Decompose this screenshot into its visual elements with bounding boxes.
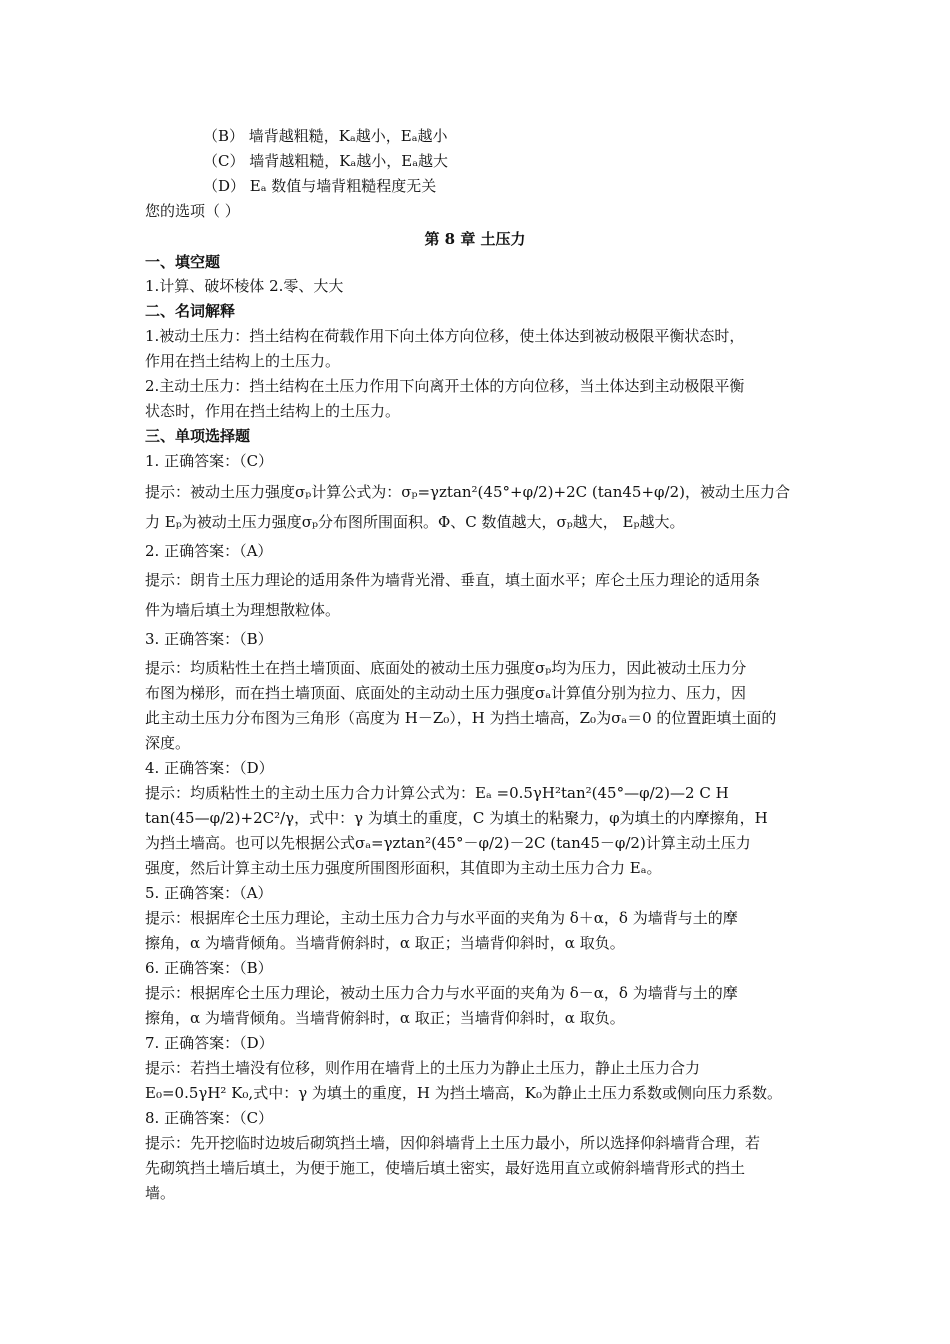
term-passive-line1: 1.被动土压力：挡土结构在荷载作用下向土体方向位移，使土体达到被动极限平衡状态时， xyxy=(145,327,745,345)
hint-7-line1: 提示：若挡土墙没有位移，则作用在墙背上的土压力为静止土压力，静止土压力合力 xyxy=(145,1059,701,1077)
hint-4-line1: 提示：均质粘性土的主动土压力合力计算公式为：Eₐ =0.5γH²tan²(45°—φ/2)—2 C H xyxy=(145,784,729,802)
answer-7: 7. 正确答案：（D） xyxy=(145,1034,274,1052)
answer-6: 6. 正确答案：（B） xyxy=(145,959,273,977)
term-passive-line2: 作用在挡土结构上的土压力。 xyxy=(145,352,341,370)
section-heading-choice: 三、单项选择题 xyxy=(145,427,251,445)
term-active-line1: 2.主动土压力：挡土结构在土压力作用下向离开土体的方向位移，当土体达到主动极限平衡 xyxy=(145,377,745,395)
option-d: （D） Eₐ 数值与墙背粗糙程度无关 xyxy=(203,177,437,195)
hint-2-line2: 件为墙后填土为理想散粒体。 xyxy=(145,601,341,619)
your-choice: 您的选项（ ） xyxy=(145,202,240,220)
hint-8-line3: 墙。 xyxy=(145,1184,176,1202)
hint-3-line1: 提示：均质粘性土在挡土墙顶面、底面处的被动土压力强度σₚ均为压力，因此被动土压力分 xyxy=(145,659,747,677)
hint-8-line2: 先砌筑挡土墙后填土，为便于施工，使墙后填土密实，最好选用直立或俯斜墙背形式的挡土 xyxy=(145,1159,746,1177)
answer-5: 5. 正确答案：（A） xyxy=(145,884,273,902)
hint-3-line4: 深度。 xyxy=(145,734,191,752)
chapter-title: 第 8 章 土压力 xyxy=(424,230,526,248)
hint-6-line2: 擦角，α 为墙背倾角。当墙背俯斜时，α 取正；当墙背仰斜时，α 取负。 xyxy=(145,1009,625,1027)
option-c: （C） 墙背越粗糙，Kₐ越小，Eₐ越大 xyxy=(203,152,448,170)
hint-3-line3: 此主动土压力分布图为三角形（高度为 H－Z₀），H 为挡土墙高，Z₀为σₐ＝0 的位置距填土面的 xyxy=(145,709,777,727)
hint-4-line3: 为挡土墙高。也可以先根据公式σₐ=γztan²(45°－φ/2)－2C (tan45－φ/2)计算主动土压力 xyxy=(145,834,751,852)
section-heading-fill-blank: 一、填空题 xyxy=(145,253,221,271)
answer-2: 2. 正确答案：（A） xyxy=(145,542,273,560)
hint-4-line2: tan(45—φ/2)+2C²/γ，式中：γ 为填土的重度，C 为填土的粘聚力，φ为填土的内摩擦角，H xyxy=(145,809,768,827)
hint-2-line1: 提示：朗肯土压力理论的适用条件为墙背光滑、垂直，填土面水平；库仑土压力理论的适用条 xyxy=(145,571,761,589)
answer-3: 3. 正确答案：（B） xyxy=(145,630,273,648)
fill-blank-answers: 1.计算、破坏棱体 2.零、大大 xyxy=(145,277,344,295)
answer-8: 8. 正确答案：（C） xyxy=(145,1109,274,1127)
term-active-line2: 状态时，作用在挡土结构上的土压力。 xyxy=(145,402,401,420)
hint-4-line4: 强度，然后计算主动土压力强度所围图形面积，其值即为主动土压力合力 Eₐ。 xyxy=(145,859,662,877)
hint-1-line2: 力 Eₚ为被动土压力强度σₚ分布图所围面积。Φ、C 数值越大，σₚ越大， Eₚ越大。 xyxy=(145,513,685,531)
hint-6-line1: 提示：根据库仑土压力理论，被动土压力合力与水平面的夹角为 δ－α，δ 为墙背与土的摩 xyxy=(145,984,738,1002)
answer-4: 4. 正确答案：（D） xyxy=(145,759,274,777)
hint-1-line1: 提示：被动土压力强度σₚ计算公式为：σₚ=γztan²(45°+φ/2)+2C (tan45+φ/2)，被动土压力合 xyxy=(145,483,790,501)
option-b: （B） 墙背越粗糙，Kₐ越小，Eₐ越小 xyxy=(203,127,448,145)
section-heading-terms: 二、名词解释 xyxy=(145,302,236,320)
hint-3-line2: 布图为梯形，而在挡土墙顶面、底面处的主动动土压力强度σₐ计算值分别为拉力、压力，因 xyxy=(145,684,747,702)
hint-8-line1: 提示：先开挖临时边坡后砌筑挡土墙，因仰斜墙背上土压力最小，所以选择仰斜墙背合理，若 xyxy=(145,1134,761,1152)
hint-5-line2: 擦角，α 为墙背倾角。当墙背俯斜时，α 取正；当墙背仰斜时，α 取负。 xyxy=(145,934,625,952)
answer-1: 1. 正确答案：（C） xyxy=(145,452,274,470)
hint-5-line1: 提示：根据库仑土压力理论，主动土压力合力与水平面的夹角为 δ＋α，δ 为墙背与土的摩 xyxy=(145,909,738,927)
hint-7-line2: E₀=0.5γH² K₀,式中：γ 为填土的重度，H 为挡土墙高，K₀为静止土压力系数或侧向压力系数。 xyxy=(145,1084,783,1102)
